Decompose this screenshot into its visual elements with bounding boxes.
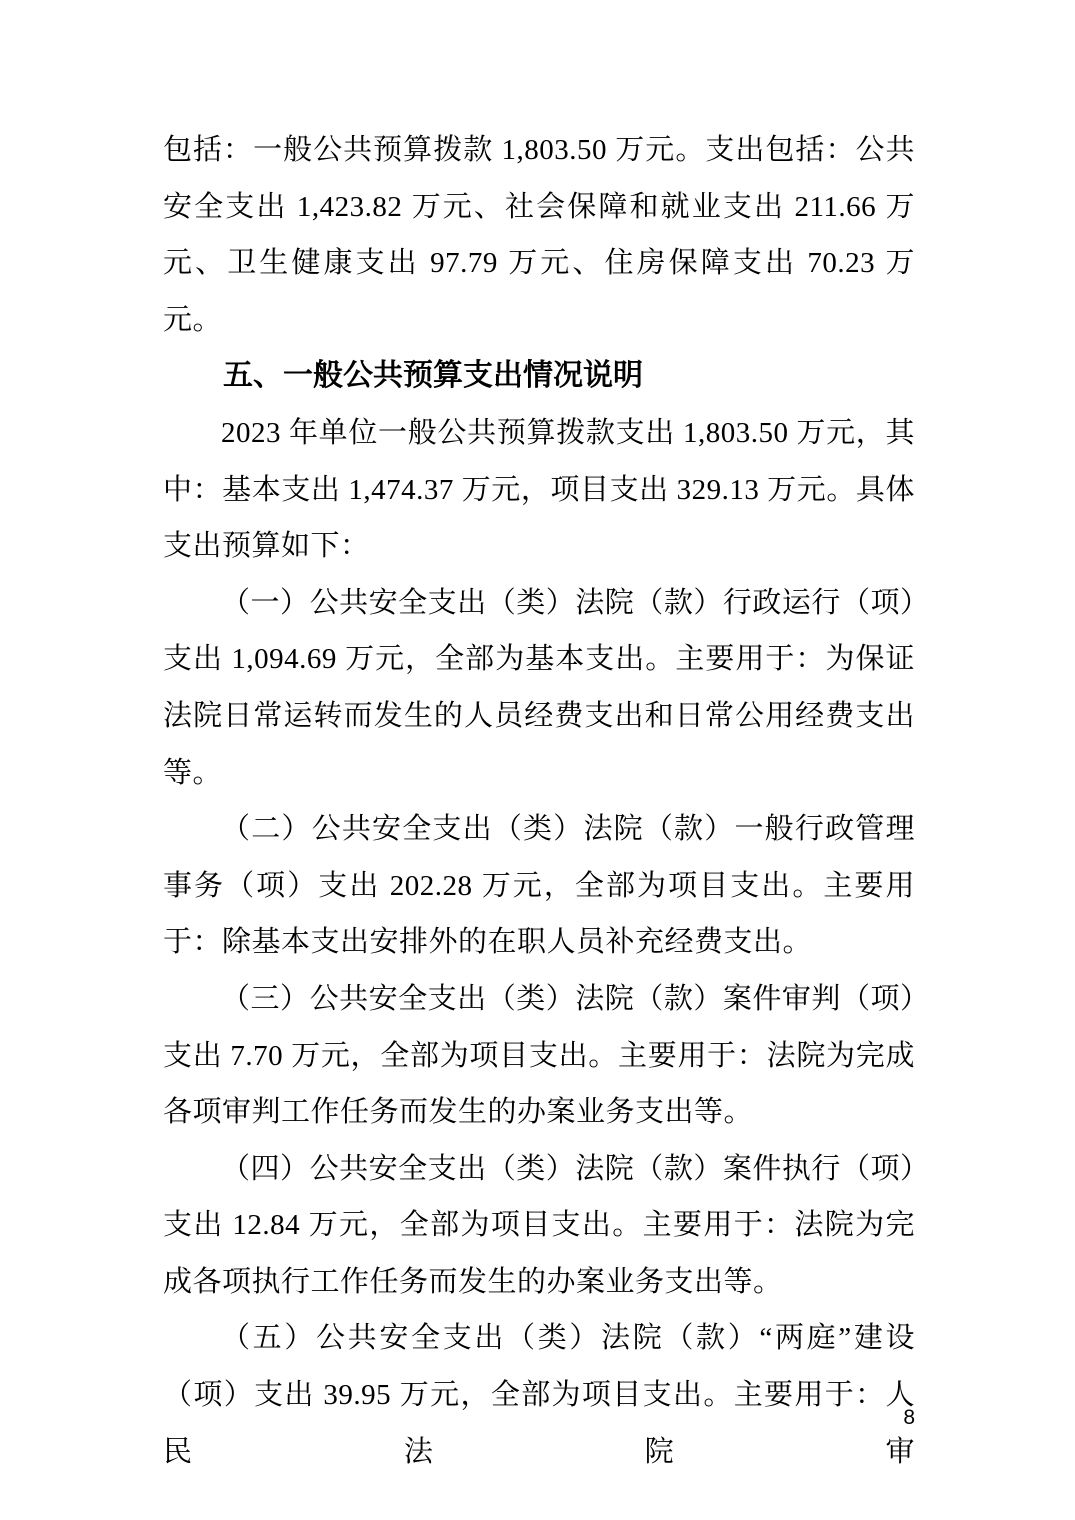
paragraph-intro: 2023 年单位一般公共预算拨款支出 1,803.50 万元，其中：基本支出 1,474.37 万元，项目支出 329.13 万元。具体支出预算如下： [163,416,915,563]
paragraph-item-1: （一）公共安全支出（类）法院（款）行政运行（项）支出 1,094.69 万元，全部为基本支出。主要用于：为保证法院日常运转而发生的人员经费支出和日常公用经费支出等。 [163,586,915,789]
page-number: 8 [903,1406,915,1429]
paragraph-item-2: （二）公共安全支出（类）法院（款）一般行政管理事务（项）支出 202.28 万元，全部为项目支出。主要用于：除基本支出安排外的在职人员补充经费支出。 [163,813,915,959]
document-content [163,122,915,1480]
section-heading: 五、一般公共预算支出情况说明 [223,359,643,393]
paragraph-item-4: （四）公共安全支出（类）法院（款）案件执行（项）支出 12.84 万元，全部为项目支出。主要用于：法院为完成各项执行工作任务而发生的办案业务支出等。 [163,1152,915,1298]
paragraph-item-5: （五）公共安全支出（类）法院（款）“两庭”建设（项）支出 39.95 万元，全部为项目支出。主要用于：人民法院审 [163,1322,915,1468]
paragraph-carryover: 包括：一般公共预算拨款 1,803.50 万元。支出包括：公共安全支出 1,423.82 万元、社会保障和就业支出 211.66 万元、卫生健康支出 97.79 万元、住房保障支出 70.23 万元。 [163,134,915,336]
paragraph-item-3: （三）公共安全支出（类）法院（款）案件审判（项）支出 7.70 万元，全部为项目支出。主要用于：法院为完成各项审判工作任务而发生的办案业务支出等。 [163,982,915,1129]
